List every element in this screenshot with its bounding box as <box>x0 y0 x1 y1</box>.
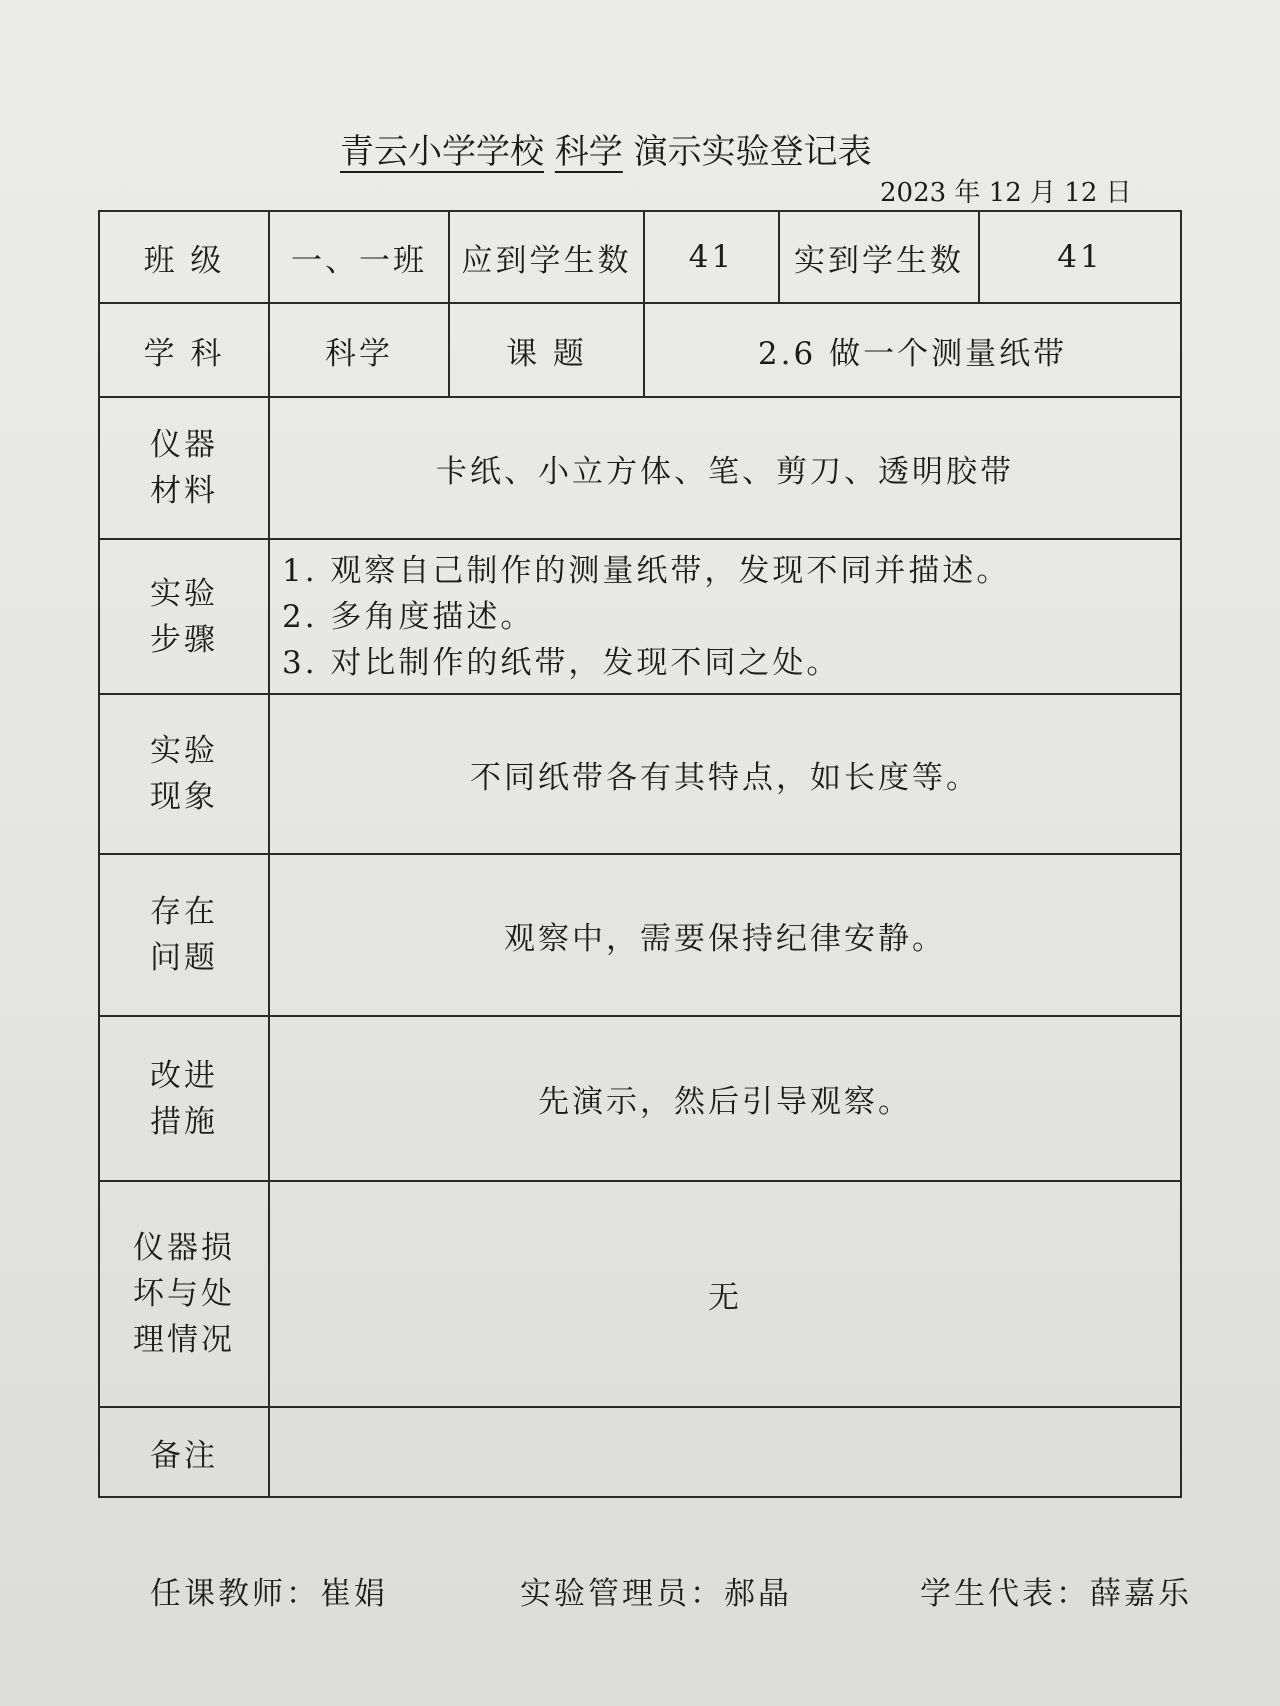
improvement-label <box>99 1016 269 1181</box>
materials-value: 卡纸、小立方体、笔、剪刀、透明胶带 <box>269 397 1181 539</box>
step-item: 3. 对比制作的纸带，发现不同之处。 <box>282 644 841 681</box>
expected-students-value: 41 <box>644 211 779 303</box>
row-improvement <box>99 1016 1181 1181</box>
damage-label-line-1: 仪器损 <box>133 1230 235 1266</box>
lab-manager-signature: 实验管理员：郝晶 <box>520 1576 792 1612</box>
actual-students-value: 41 <box>979 211 1181 303</box>
form-type: 演示实验登记表 <box>633 132 872 172</box>
topic-label: 课 题 <box>449 303 644 397</box>
damage-label-line-3: 理情况 <box>133 1322 235 1358</box>
phenomenon-label-line-2: 现象 <box>150 779 218 815</box>
row-damage <box>99 1181 1181 1407</box>
subject-value: 科学 <box>269 303 449 397</box>
form-title <box>340 124 960 173</box>
phenomenon-value: 不同纸带各有其特点，如长度等。 <box>269 694 1181 854</box>
steps-label-line-2: 步骤 <box>150 621 218 658</box>
form-date: 2023 年 12 月 12 日 <box>880 178 1132 208</box>
damage-label-line-2: 坏与处 <box>133 1276 235 1312</box>
actual-students-label: 实到学生数 <box>779 211 979 303</box>
materials-label-line-1: 仪器 <box>150 427 218 463</box>
school-name: 青云小学学校 <box>340 132 544 172</box>
row-materials <box>99 397 1181 539</box>
damage-value: 无 <box>269 1181 1181 1407</box>
subject-label: 学 科 <box>99 303 269 397</box>
class-value: 一、一班 <box>269 211 449 303</box>
row-phenomenon <box>99 694 1181 854</box>
problems-label-line-1: 存在 <box>150 894 218 930</box>
class-label: 班 级 <box>99 211 269 303</box>
subject-name: 科学 <box>554 132 623 172</box>
step-item: 1. 观察自己制作的测量纸带，发现不同并描述。 <box>282 552 1011 589</box>
teacher-signature: 任课教师：崔娟 <box>150 1576 388 1612</box>
phenomenon-label-line-1: 实验 <box>150 733 218 769</box>
phenomenon-label <box>99 694 269 854</box>
expected-students-label: 应到学生数 <box>449 211 644 303</box>
remarks-value <box>269 1407 1181 1497</box>
improvement-label-line-1: 改进 <box>150 1057 218 1094</box>
problems-label-line-2: 问题 <box>150 940 218 976</box>
registration-table <box>98 210 1182 1498</box>
topic-value: 2.6 做一个测量纸带 <box>644 303 1181 397</box>
steps-label-line-1: 实验 <box>150 575 218 612</box>
step-item: 2. 多角度描述。 <box>282 598 535 635</box>
materials-label-line-2: 材料 <box>150 473 218 509</box>
problems-label <box>99 854 269 1016</box>
improvement-value: 先演示，然后引导观察。 <box>269 1016 1181 1181</box>
row-subject <box>99 303 1181 397</box>
row-class <box>99 211 1181 303</box>
row-problems <box>99 854 1181 1016</box>
materials-label <box>99 397 269 539</box>
steps-label <box>99 539 269 694</box>
remarks-label: 备注 <box>99 1407 269 1497</box>
problems-value: 观察中，需要保持纪律安静。 <box>269 854 1181 1016</box>
improvement-label-line-2: 措施 <box>150 1103 218 1140</box>
row-remarks <box>99 1407 1181 1497</box>
damage-label <box>99 1181 269 1407</box>
steps-value <box>269 539 1181 694</box>
student-rep-signature: 学生代表：薛嘉乐 <box>920 1576 1192 1612</box>
row-steps <box>99 539 1181 694</box>
